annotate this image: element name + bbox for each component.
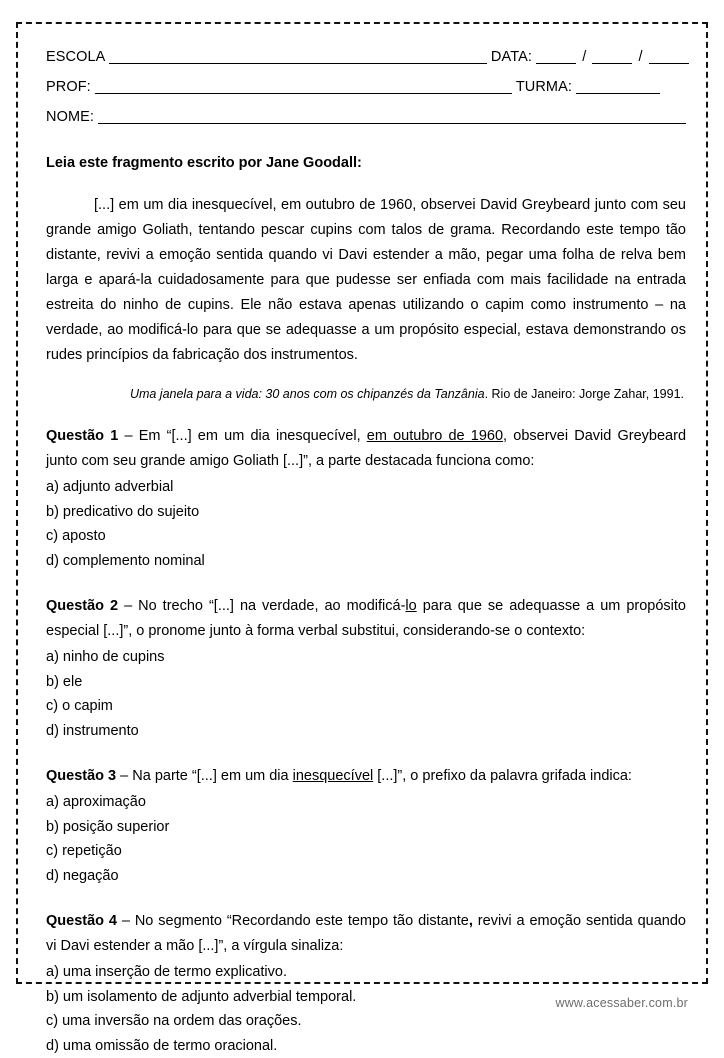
field-row-escola-data (46, 42, 686, 72)
escola-label: ESCOLA (46, 49, 105, 65)
question-2-label: Questão 2 (46, 598, 118, 614)
footer-website[interactable]: www.acessaber.com.br (0, 996, 724, 1010)
nome-label: NOME: (46, 109, 94, 125)
option-item[interactable]: c) repetição (46, 839, 686, 864)
prof-label: PROF: (46, 79, 91, 95)
question-1-dash-glyph: – (124, 428, 132, 444)
question-4-dash-glyph: – (122, 913, 130, 929)
option-item[interactable]: d) instrumento (46, 719, 686, 744)
question-3-label: Questão 3 (46, 768, 116, 784)
question-2-text-before: No trecho “[...] na verdade, ao modificá- (138, 598, 405, 614)
field-row-prof-turma (46, 72, 686, 102)
field-row-nome (46, 102, 686, 132)
escola-input-rule[interactable] (109, 49, 487, 64)
question-1-label: Questão 1 (46, 428, 118, 444)
question-3-stem (46, 764, 686, 789)
question-1-options (46, 475, 686, 573)
question-1-highlight: em outubro de 1960 (367, 428, 503, 444)
question-3-options (46, 790, 686, 888)
question-4-text-after: revivi a emoção sentida quando vi Davi estender a mão [...]”, a vírgula sinaliza: (46, 913, 686, 954)
option-item[interactable]: b) um isolamento de adjunto adverbial temporal. (46, 985, 686, 1010)
question-4-stem (46, 909, 686, 959)
option-item[interactable]: a) ninho de cupins (46, 645, 686, 670)
turma-input-rule[interactable] (576, 79, 660, 94)
option-item[interactable]: b) ele (46, 670, 686, 695)
question-4-highlight-comma: , (469, 913, 473, 929)
reading-passage: [...] em um dia inesquecível, em outubro de 1960, observei David Greybeard junto com seu grande amigo Goliath, tentando pescar cupins com talos de grama. Recordando este tempo tão distante, revivi a emoção sentida quando vi Davi estender a mão, pegar uma folha de relva bem larga e apará-la cuidadosamente para que pudesse ser enfiada com mais facilidade na entrada estreita do ninho de cupins. Ele não estava apenas utilizando o capim como instrumento – na verdade, ao modificá-lo para que se adequasse a um propósito especial, estava demonstrando os rudes princípios da fabricação dos instrumentos. (46, 193, 686, 368)
question-1-stem (46, 424, 686, 474)
option-item[interactable]: d) complemento nominal (46, 549, 686, 574)
option-item[interactable]: d) uma omissão de termo oracional. (46, 1034, 686, 1058)
option-item[interactable]: c) uma inversão na ordem das orações. (46, 1009, 686, 1034)
date-separator-2: / (637, 42, 645, 72)
option-item[interactable]: a) aproximação (46, 790, 686, 815)
option-item[interactable]: a) uma inserção de termo explicativo. (46, 960, 686, 985)
reading-instruction: Leia este fragmento escrito por Jane Goodall: (46, 154, 686, 173)
question-2-text-after: para que se adequasse a um propósito especial [...]”, o pronome junto à forma verbal substitui, considerando-se o contexto: (46, 598, 686, 639)
option-item[interactable]: a) adjunto adverbial (46, 475, 686, 500)
date-separator-1: / (580, 42, 588, 72)
worksheet-content (46, 42, 686, 1058)
question-2-stem (46, 594, 686, 644)
question-3-text-after: [...]”, o prefixo da palavra grifada indica: (373, 768, 632, 784)
question-3-text-before: Na parte “[...] em um dia (132, 768, 292, 784)
question-4-text-before: No segmento “Recordando este tempo tão distante (135, 913, 469, 929)
question-3-highlight: inesquecível (293, 768, 374, 784)
prof-input-rule[interactable] (95, 79, 512, 94)
question-3-dash-glyph: – (120, 768, 128, 784)
option-item[interactable]: b) posição superior (46, 815, 686, 840)
question-2-options (46, 645, 686, 743)
question-1-text-after: , observei David Greybeard junto com seu grande amigo Goliath [...]”, a parte destacada funciona como: (46, 428, 686, 469)
question-2-highlight: lo (405, 598, 416, 614)
data-year-rule[interactable] (649, 49, 689, 64)
worksheet-page (16, 22, 708, 984)
nome-input-rule[interactable] (98, 109, 686, 124)
question-4-label: Questão 4 (46, 913, 117, 929)
option-item[interactable]: c) o capim (46, 694, 686, 719)
data-day-rule[interactable] (536, 49, 576, 64)
source-publisher: . Rio de Janeiro: Jorge Zahar, 1991. (485, 387, 684, 401)
source-title: Uma janela para a vida: 30 anos com os chipanzés da Tanzânia (130, 387, 485, 401)
data-month-rule[interactable] (592, 49, 632, 64)
option-item[interactable]: d) negação (46, 864, 686, 889)
question-1-text-before: Em “[...] em um dia inesquecível, (139, 428, 367, 444)
option-item[interactable]: b) predicativo do sujeito (46, 500, 686, 525)
turma-label: TURMA: (516, 79, 572, 95)
option-item[interactable]: c) aposto (46, 524, 686, 549)
data-label: DATA: (491, 49, 532, 65)
source-citation (46, 385, 686, 403)
question-2-dash-glyph: – (124, 598, 132, 614)
